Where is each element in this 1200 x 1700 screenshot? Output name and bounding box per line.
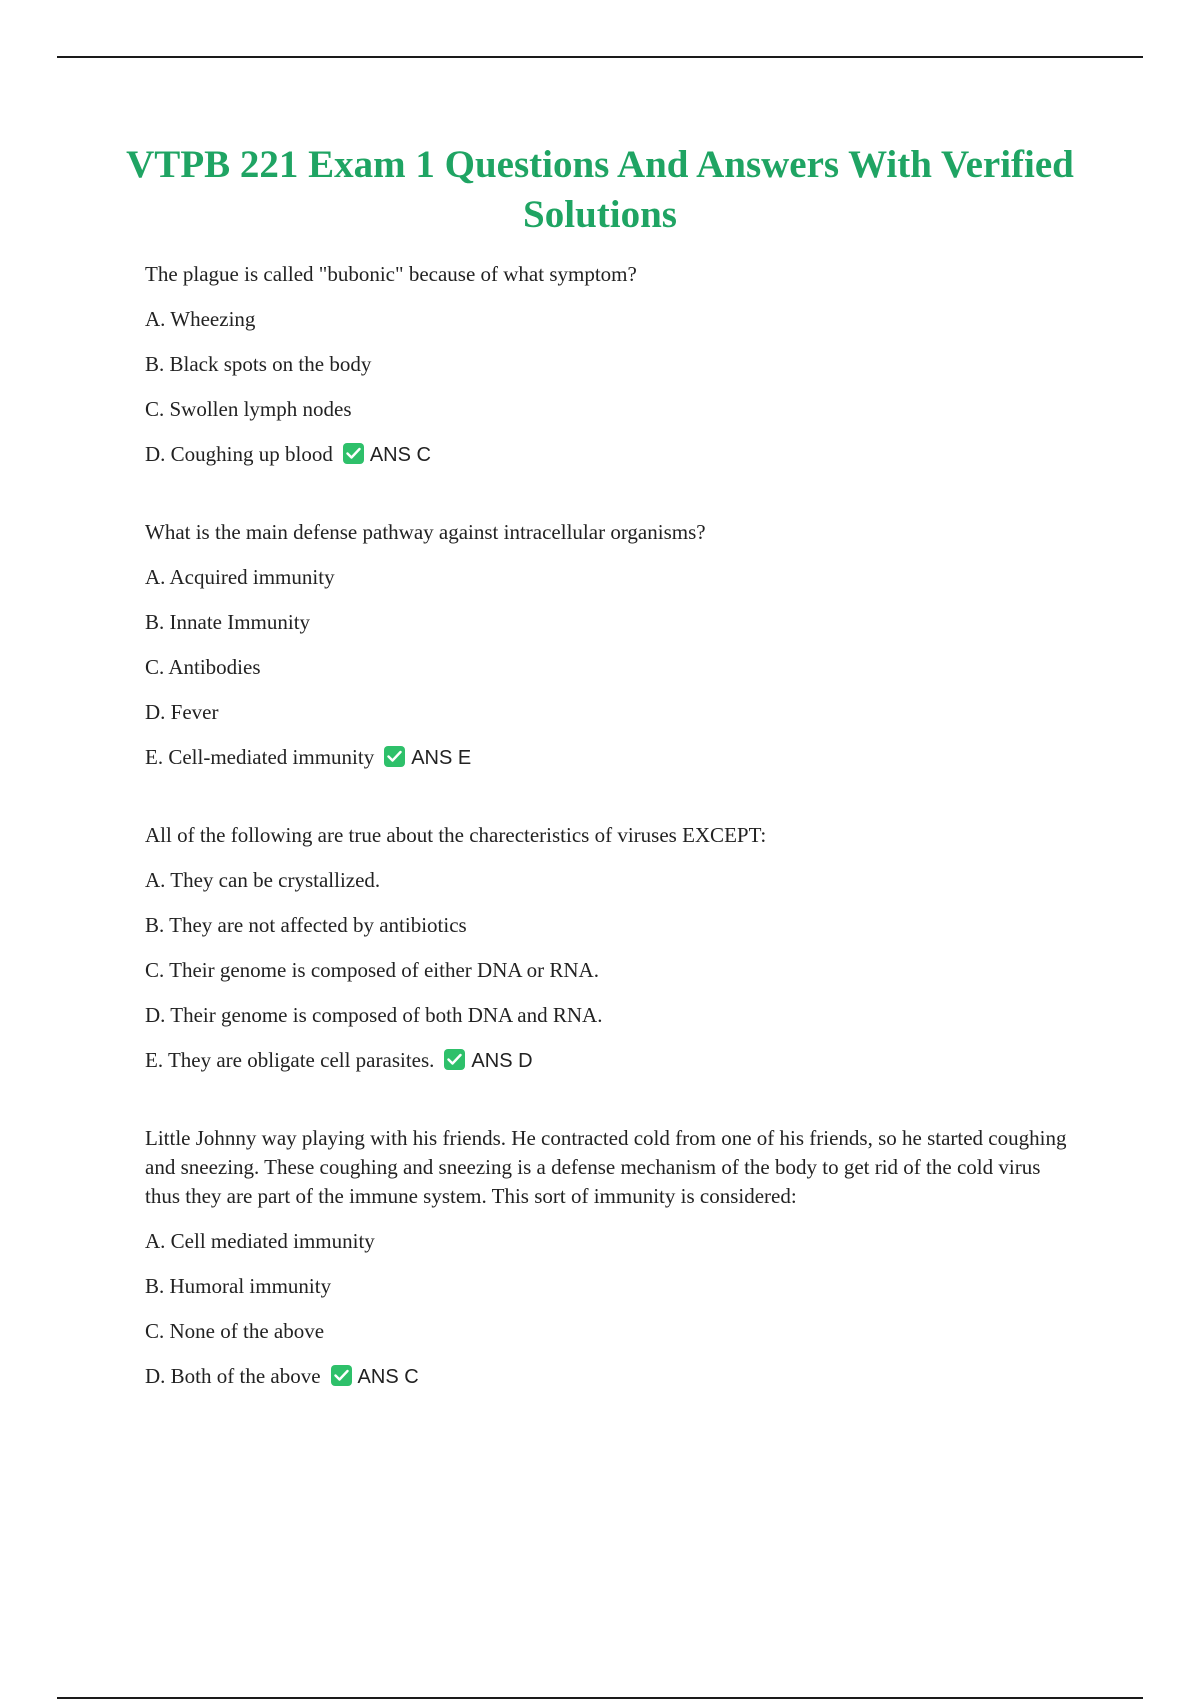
question-prompt: The plague is called "bubonic" because of what symptom? [145,262,637,286]
document-title: VTPB 221 Exam 1 Questions And Answers With Verified Solutions [126,143,1074,236]
top-rule [57,56,1143,58]
answer-option-last [145,1046,1075,1076]
answer-option-last [145,1362,1075,1392]
check-mark-icon [343,443,364,464]
check-mark-icon [331,1365,352,1386]
answer-option: B. Black spots on the body [145,352,372,376]
answer-option-text: E. Cell-mediated immunity [145,745,375,769]
answer-option: B. They are not affected by antibiotics [145,913,467,937]
answer-option: C. Antibodies [145,655,261,679]
question-prompt: All of the following are true about the charecteristics of viruses EXCEPT: [145,823,767,847]
answer-option-last [145,743,1075,773]
answer-option: C. Swollen lymph nodes [145,397,352,421]
answer-key: ANS D [471,1050,533,1072]
check-mark-icon [444,1049,465,1070]
question-prompt: What is the main defense pathway against intracellular organisms? [145,520,706,544]
answer-option-text: D. Both of the above [145,1364,321,1388]
answer-option-text: E. They are obligate cell parasites. [145,1048,435,1072]
question-block-2 [145,518,1075,773]
answer-key: ANS E [411,747,472,769]
answer-option: A. Acquired immunity [145,565,335,589]
answer-option: A. They can be crystallized. [145,868,381,892]
question-block-1 [145,260,1075,470]
answer-option: B. Innate Immunity [145,610,311,634]
answer-option: A. Wheezing [145,307,256,331]
answer-key: ANS C [369,444,431,466]
answer-option-text: D. Coughing up blood [145,442,333,466]
answer-option: C. Their genome is composed of either DNA or RNA. [145,958,599,982]
answer-option: D. Their genome is composed of both DNA and RNA. [145,1003,603,1027]
bottom-rule [57,1697,1143,1699]
check-mark-icon [384,746,405,767]
answer-key: ANS C [357,1366,419,1388]
question-block-3 [145,821,1075,1076]
question-block-4 [145,1124,1075,1392]
answer-option: C. None of the above [145,1319,325,1343]
answer-option: B. Humoral immunity [145,1274,332,1298]
answer-option: A. Cell mediated immunity [145,1229,375,1253]
question-prompt: Little Johnny way playing with his friends. He contracted cold from one of his friends, so he started coughing and sneezing. These coughing and sneezing is a defense mechanism of the body to get rid of the cold virus thus they are part of the immune system. This sort of immunity is considered: [145,1126,1067,1208]
answer-option-last [145,440,1075,470]
answer-option: D. Fever [145,700,219,724]
question-list [145,260,1075,1392]
